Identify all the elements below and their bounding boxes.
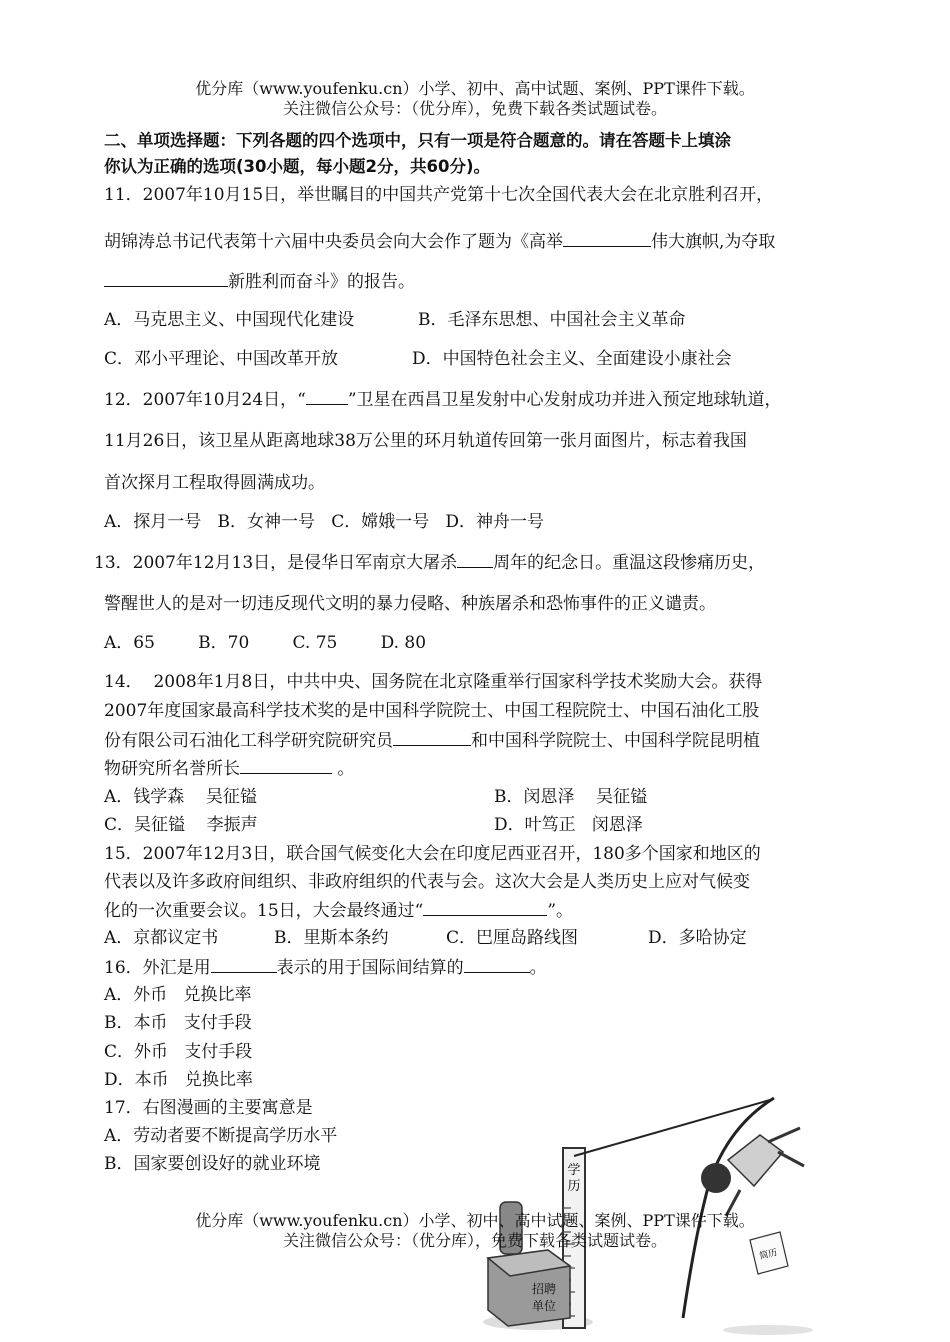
q11-line-2: 胡锦涛总书记代表第十六届中央委员会向大会作了题为《高举 伟大旗帜,为夺取 bbox=[104, 232, 776, 252]
q16-option-b: B．本币 支付手段 bbox=[104, 1013, 252, 1033]
desk-label-1: 招聘 bbox=[532, 1282, 557, 1296]
q15-line-3: 化的一次重要会议。15日，大会最终通过“ ”。 bbox=[104, 901, 574, 921]
q11-option-b: B．毛泽东思想、中国社会主义革命 bbox=[418, 310, 686, 330]
jobseeker-body bbox=[728, 1135, 783, 1186]
q15-option-c: C．巴厘岛路线图 bbox=[446, 928, 579, 948]
q14-option-a: A．钱学森 吴征镒 bbox=[104, 787, 257, 807]
q11-blank-2 bbox=[104, 270, 228, 287]
q15-line-1: 15．2007年12月3日，联合国气候变化大会在印度尼西亚召开，180多个国家和地区的 bbox=[104, 844, 761, 864]
q16-option-c: C．外币 支付手段 bbox=[104, 1042, 253, 1062]
q16-line-1: 16．外汇是用 表示的用于国际间结算的 。 bbox=[104, 958, 547, 978]
jobseeker-head bbox=[701, 1163, 731, 1193]
q15-blank bbox=[423, 899, 547, 916]
q12-options: A．探月一号 B．女神一号 C．嫦娥一号 D．神舟一号 bbox=[104, 512, 545, 532]
q15-option-a: A．京都议定书 bbox=[104, 928, 219, 948]
paper-label: 简历 bbox=[758, 1248, 779, 1263]
q13-options: A．65 B．70 C. 75 D. 80 bbox=[104, 633, 427, 653]
q15-line-2: 代表以及许多政府间组织、非政府组织的代表与会。这次大会是人类历史上应对气候变 bbox=[104, 872, 750, 892]
q13-line-2: 警醒世人的是对一切违反现代文明的暴力侵略、种族屠杀和恐怖事件的正义谴责。 bbox=[104, 594, 716, 614]
q16-option-a: A．外币 兑换比率 bbox=[104, 985, 252, 1005]
q14-option-c: C．吴征镒 李振声 bbox=[104, 815, 258, 835]
q12-line-3: 首次探月工程取得圆满成功。 bbox=[104, 473, 325, 493]
q14-option-b: B．闵恩泽 吴征镒 bbox=[494, 787, 648, 807]
q15-option-b: B．里斯本条约 bbox=[274, 928, 389, 948]
q14-line-1: 14． 2008年1月8日，中共中央、国务院在北京隆重举行国家科学技术奖励大会。获得 bbox=[104, 672, 763, 692]
footer-line-2: 关注微信公众号：（优分库），免费下载各类试题试卷。 bbox=[282, 1231, 667, 1250]
desk-label-2: 单位 bbox=[532, 1299, 557, 1313]
q16-option-d: D．本币 兑换比率 bbox=[104, 1070, 253, 1090]
footer-line-1: 优分库（www.youfenku.cn）小学、初中、高中试题、案例、PPT课件下载。 bbox=[195, 1211, 755, 1230]
q14-blank-1 bbox=[393, 729, 471, 746]
q14-blank-2 bbox=[240, 757, 332, 774]
q11-blank-1 bbox=[563, 230, 651, 247]
q14-line-4: 物研究所名誉所长 。 bbox=[104, 759, 355, 779]
q12-blank bbox=[306, 388, 348, 405]
header-line-1: 优分库（www.youfenku.cn）小学、初中、高中试题、案例、PPT课件下载。 bbox=[195, 79, 755, 98]
q14-line-3: 份有限公司石油化工科学研究院研究员 和中国科学院院士、中国科学院昆明植 bbox=[104, 731, 760, 751]
q12-line-1: 12．2007年10月24日，“ ”卫星在西昌卫星发射中心发射成功并进入预定地球轨道， bbox=[104, 390, 782, 410]
ground-shadow bbox=[723, 1325, 813, 1335]
q17-option-a: A．劳动者要不断提高学历水平 bbox=[104, 1126, 338, 1146]
vaulting-pole bbox=[683, 1098, 774, 1318]
q11-option-c: C．邓小平理论、中国改革开放 bbox=[104, 349, 339, 369]
q16-blank-2 bbox=[464, 956, 530, 973]
q15-option-d: D．多哈协定 bbox=[648, 928, 747, 948]
q13-line-1: 13．2007年12月13日，是侵华日军南京大屠杀 周年的纪念日。重温这段惨痛历史， bbox=[94, 553, 766, 573]
q17-option-b: B．国家要创设好的就业环境 bbox=[104, 1154, 321, 1174]
section-title-line-1: 二、单项选择题：下列各题的四个选项中，只有一项是符合题意的。请在答题卡上填涂 bbox=[104, 131, 731, 150]
q11-option-d: D．中国特色社会主义、全面建设小康社会 bbox=[412, 349, 732, 369]
q14-option-d: D．叶笃正 闵恩泽 bbox=[494, 815, 643, 835]
q12-line-2: 11月26日，该卫星从距离地球38万公里的环月轨道传回第一张月面图片，标志着我国 bbox=[104, 431, 747, 451]
section-title-line-2: 你认为正确的选项(30小题，每小题2分，共60分)。 bbox=[104, 157, 490, 176]
pole-label-2: 历 bbox=[567, 1179, 581, 1194]
q16-blank-1 bbox=[211, 956, 277, 973]
q14-line-2: 2007年度国家最高科学技术奖的是中国科学院院士、中国工程院院士、中国石油化工股 bbox=[104, 701, 760, 721]
q13-blank bbox=[457, 551, 493, 568]
q11-option-a: A．马克思主义、中国现代化建设 bbox=[104, 310, 355, 330]
q17-line-1: 17．右图漫画的主要寓意是 bbox=[104, 1098, 313, 1118]
pole-label-1: 学 bbox=[567, 1163, 581, 1178]
q11-line-3: 新胜利而奋斗》的报告。 bbox=[104, 270, 415, 293]
header-line-2: 关注微信公众号：（优分库），免费下载各类试题试卷。 bbox=[282, 99, 667, 118]
q11-line-1: 11．2007年10月15日，举世瞩目的中国共产党第十七次全国代表大会在北京胜利召开， bbox=[104, 185, 774, 205]
